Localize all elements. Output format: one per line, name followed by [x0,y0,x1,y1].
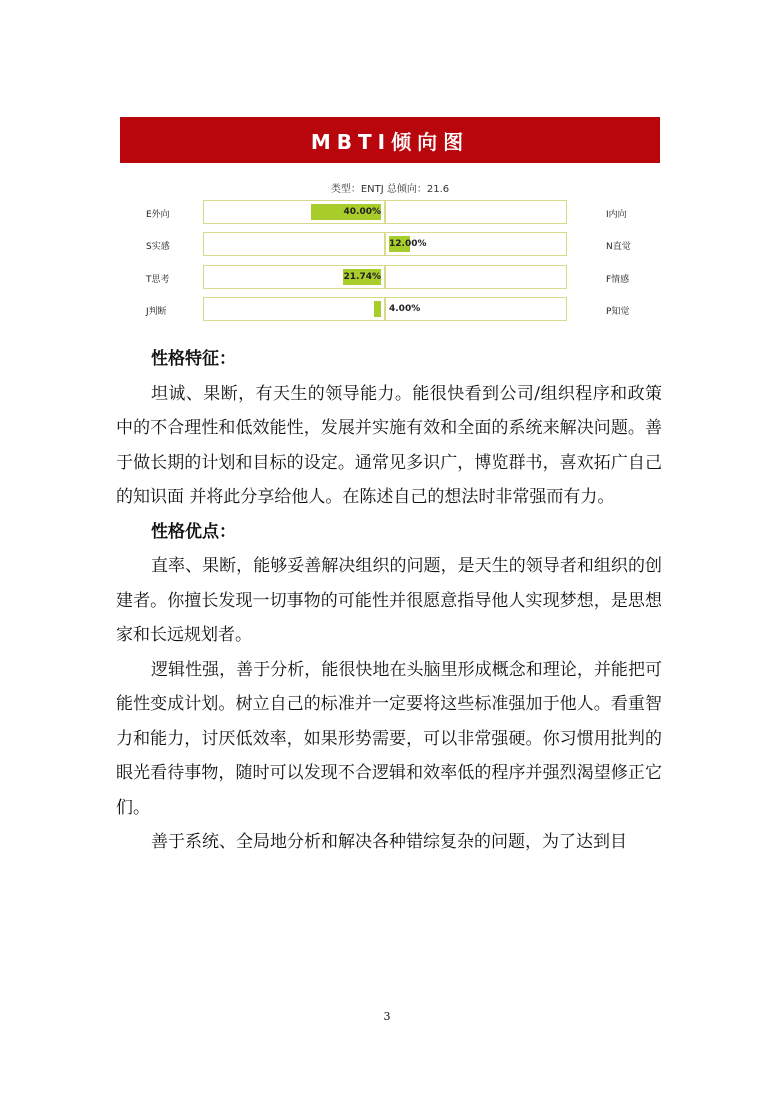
bar-box-left [203,200,385,224]
bar-box-right [385,265,567,289]
type-summary: 类型：ENTJ 总倾向：21.6 [330,184,450,195]
traits-paragraph: 坦诚、果断，有天生的领导能力。能很快看到公司/组织程序和政策中的不合理性和低效能性，发展并实施有效和全面的系统来解决问题。善于做长期的计划和目标的设定。通常见多识广，博览群书，喜欢拓广自己的知识面 并将此分享给他人。在陈述自己的想法时非常强而有力。 [116,383,662,507]
mbti-banner-title: MBTI倾向图 [120,117,660,163]
bar-percent: 4.00% [389,304,421,314]
dimension-right-label: I内向 [606,210,627,220]
bar-percent: 12.00% [389,239,427,249]
page-number: 3 [383,1010,391,1023]
traits-heading: 性格特征： [151,349,236,369]
bar-box-left [203,265,385,289]
strengths-heading: 性格优点： [151,521,236,542]
strengths-paragraph-1: 直率、果断，能够妥善解决组织的问题，是天生的领导者和组织的创建者。你擅长发现一切事物的可能性并很愿意指导他人实现梦想，是思想家和长远规划者。 [116,556,662,645]
body-text [116,342,662,860]
bar-box-left [203,232,385,256]
bar-percent: 40.00% [343,207,381,217]
dimension-right-label: P知觉 [606,307,630,317]
dimension-left-label: E外向 [146,210,170,220]
dimension-right-label: N直觉 [606,242,631,252]
bar-box-right [385,297,567,321]
dimension-left-label: J判断 [146,307,167,317]
bar-box-right [385,200,567,224]
dimension-row-jp [0,297,774,321]
dimension-left-label: T思考 [146,275,170,285]
bar-fill [374,301,381,317]
dimension-row-tf [0,265,774,289]
bar-box-right [385,232,567,256]
strengths-paragraph-2: 逻辑性强，善于分析，能很快地在头脑里形成概念和理论，并能把可能性变成计划。树立自己的标准并一定要将这些标准强加于他人。看重智力和能力，讨厌低效率，如果形势需要，可以非常强硬。你习惯用批判的眼光看待事物，随时可以发现不合逻辑和效率低的程序并强烈渴望修正它们。 [116,659,662,818]
dimension-row-sn [0,232,774,256]
bar-box-left [203,297,385,321]
dimension-row-ei [0,200,774,224]
dimension-right-label: F情感 [606,275,630,285]
dimension-left-label: S实感 [146,242,170,252]
bar-percent: 21.74% [343,272,381,282]
strengths-paragraph-3: 善于系统、全局地分析和解决各种错综复杂的问题，为了达到目 [151,832,627,852]
